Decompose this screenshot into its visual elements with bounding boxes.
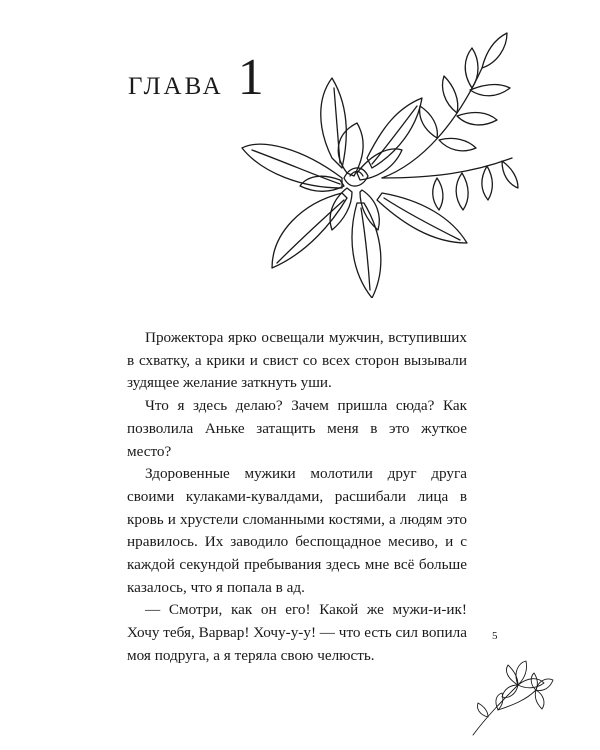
flower-illustration xyxy=(232,28,522,298)
body-text xyxy=(127,327,467,668)
chapter-word: ГЛАВА xyxy=(128,73,224,100)
paragraph: Что я здесь делаю? Зачем пришла сюда? Как позволила Аньке затащить меня в это жуткое место? xyxy=(127,397,467,460)
page-number: 5 xyxy=(492,630,498,642)
chapter-number: 1 xyxy=(237,49,264,106)
paragraph: — Смотри, как он его! Какой же мужи-и-ик! Хочу тебя, Варвар! Хочу-у-у! — что есть сил вопила моя подруга, а я теряла свою челюсть. xyxy=(127,601,467,664)
paragraph: Прожектора ярко освещали мужчин, вступивших в схватку, а крики и свист со всех сторон вызывали зудящее желание заткнуть уши. xyxy=(127,329,467,392)
small-flower-illustration xyxy=(458,655,558,740)
paragraph: Здоровенные мужики молотили друг друга своими кулаками-кувалдами, расшибали лица в кровь и хрустели сломанными костями, а людям это нравилось. Их заводило беспощадное месиво, и с каждой секундой пребывания здесь мне всё больше казалось, что я попала в ад. xyxy=(127,465,467,596)
